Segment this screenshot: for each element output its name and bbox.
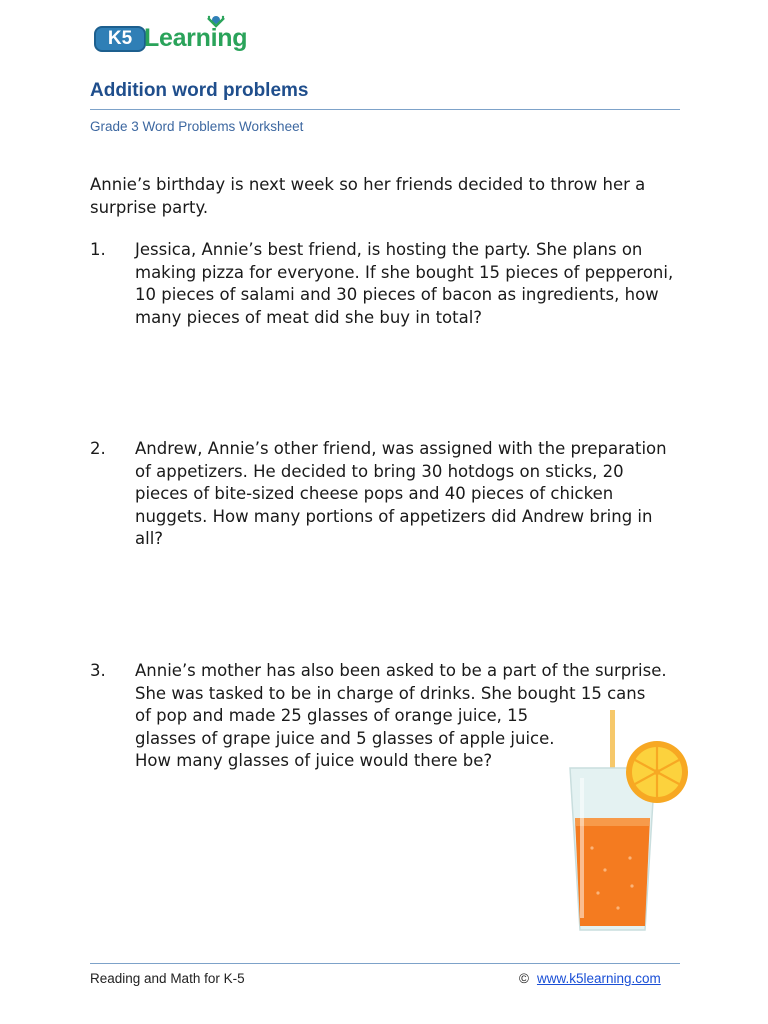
logo-k5-text: K5 [107,28,133,49]
problem-text-line: Annie’s mother has also been asked to be a part of the surprise. [135,661,667,680]
problem-text-line: How many glasses of juice would there be? [135,751,493,770]
problem-text-line: of pop and made 25 glasses of orange juice, 15 [135,706,529,725]
problem-text-line: glasses of grape juice and 5 glasses of apple juice. [135,728,555,748]
k5-learning-logo[interactable] [94,14,264,60]
worksheet-subtitle: Grade 3 Word Problems Worksheet [90,119,304,134]
problem-text: Andrew, Annie’s other friend, was assigned with the preparation of appetizers. He decided to bring 30 hotdogs on sticks, 20 pieces of bite-sized cheese pops and 40 pieces of chicken nuggets. How many portions of appetizers did Andrew bring in all? [135,439,667,548]
intro-paragraph: Annie’s birthday is next week so her friends decided to throw her a surprise party. [90,175,646,217]
problem-text-line: She was tasked to be in charge of drinks. She bought 15 cans [135,683,646,703]
header-divider [90,109,680,110]
footer-divider [90,963,680,964]
problem-number: 1. [90,240,106,259]
footer-tagline: Reading and Math for K-5 [90,971,245,986]
orange-juice-glass-icon [560,708,695,933]
footer-copyright [519,971,661,986]
problem-number: 3. [90,661,106,680]
page-title: Addition word problems [90,80,309,101]
problem-text: Jessica, Annie’s best friend, is hosting the party. She plans on making pizza for everyone. If she bought 15 pieces of pepperoni, 10 pieces of salami and 30 pieces of bacon as ingredients, how many pieces of meat did she buy in total? [135,240,674,327]
copyright-icon: © [519,971,529,986]
logo-figure-icon [205,14,227,38]
logo-learning-text: Learning [144,24,248,52]
website-link[interactable]: www.k5learning.com [536,971,661,986]
problem-number: 2. [90,439,106,458]
